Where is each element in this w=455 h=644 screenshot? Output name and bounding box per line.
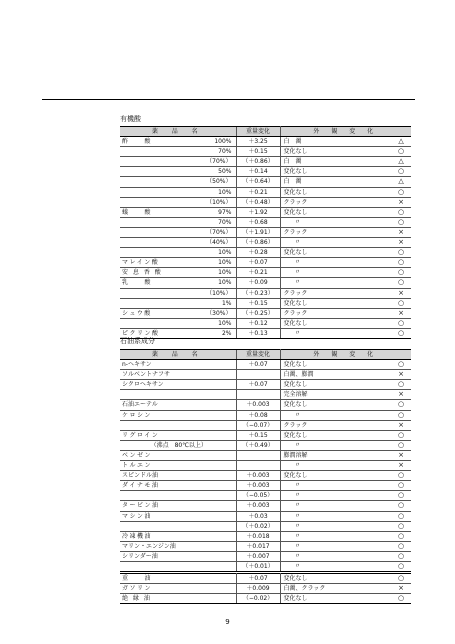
chemical-name <box>120 298 190 308</box>
rating-mark: ○ <box>391 594 411 604</box>
table-row <box>120 501 411 511</box>
rating-mark: × <box>391 584 411 594</box>
chemical-name <box>120 318 190 328</box>
appearance-change: 〃 <box>280 238 391 248</box>
weight-change: ＋0.08 <box>236 410 280 420</box>
chemical-name <box>120 561 236 571</box>
rating-mark: × <box>391 227 411 237</box>
appearance-change: 〃 <box>280 461 391 471</box>
appearance-change: クラック <box>280 308 391 318</box>
weight-change: ＋0.09 <box>236 278 280 288</box>
concentration: 10% <box>190 278 236 288</box>
weight-change <box>236 450 280 460</box>
weight-change <box>236 370 280 380</box>
appearance-change: クラック <box>280 288 391 298</box>
table-row <box>120 430 411 440</box>
section-title-organic-acids: 有機酸 <box>120 115 141 123</box>
table-header-row <box>120 350 411 360</box>
rating-mark: ○ <box>391 440 411 450</box>
rating-mark: ○ <box>391 551 411 561</box>
chemical-name <box>120 491 236 501</box>
appearance-change: 〃 <box>280 440 391 450</box>
chemical-name <box>120 147 190 157</box>
weight-change: （＋0.86） <box>236 157 280 167</box>
rating-mark: ○ <box>391 360 411 370</box>
chemical-name: 乳 酸 <box>120 278 190 288</box>
table-row <box>120 360 411 370</box>
chemical-name: ガソリン <box>120 584 236 594</box>
rating-mark: ○ <box>391 531 411 541</box>
table-row <box>120 410 411 420</box>
weight-change: ＋0.15 <box>236 147 280 157</box>
weight-change: （＋1.91） <box>236 227 280 237</box>
appearance-change: 〃 <box>280 217 391 227</box>
chemical-name: 蟻 酸 <box>120 207 190 217</box>
rating-mark: ○ <box>391 147 411 157</box>
table-row <box>120 298 411 308</box>
chemical-name <box>120 390 236 400</box>
weight-change: ＋0.28 <box>236 248 280 258</box>
appearance-change: 〃 <box>280 521 391 531</box>
concentration: （30%） <box>190 308 236 318</box>
chemical-name <box>120 227 190 237</box>
rating-mark: × <box>391 238 411 248</box>
rating-mark: △ <box>391 177 411 187</box>
rating-mark: ○ <box>391 278 411 288</box>
appearance-change: 完全溶解 <box>280 390 391 400</box>
chemical-name <box>120 521 236 531</box>
rating-mark: ○ <box>391 430 411 440</box>
table-row <box>120 584 411 594</box>
table-row <box>120 594 411 604</box>
chemical-name: シリンダー油 <box>120 551 236 561</box>
table-row <box>120 420 411 430</box>
concentration: 70% <box>190 147 236 157</box>
table-row <box>120 521 411 531</box>
concentration: 10% <box>190 318 236 328</box>
appearance-change: 〃 <box>280 258 391 268</box>
rating-mark: ○ <box>391 167 411 177</box>
rating-mark: ○ <box>391 481 411 491</box>
chemical-name: 酢 酸 <box>120 137 190 147</box>
appearance-change: 〃 <box>280 501 391 511</box>
table-row <box>120 541 411 551</box>
weight-change: ＋0.07 <box>236 380 280 390</box>
table-row <box>120 227 411 237</box>
weight-change: ＋0.003 <box>236 400 280 410</box>
weight-change: ＋0.15 <box>236 430 280 440</box>
appearance-change: 白濁、膨潤 <box>280 370 391 380</box>
table-row <box>120 268 411 278</box>
appearance-change: 変化なし <box>280 318 391 328</box>
table-row <box>120 471 411 481</box>
fuel-oil-table <box>120 573 411 604</box>
concentration: （10%） <box>190 197 236 207</box>
appearance-change: 変化なし <box>280 147 391 157</box>
chemical-name <box>120 238 190 248</box>
page-number: 9 <box>225 618 230 626</box>
table-row <box>120 308 411 318</box>
concentration: 10% <box>190 258 236 268</box>
weight-change: （＋0.48） <box>236 197 280 207</box>
appearance-change: 〃 <box>280 268 391 278</box>
rating-mark: ○ <box>391 248 411 258</box>
weight-change: ＋0.07 <box>236 574 280 584</box>
rating-mark: ○ <box>391 400 411 410</box>
appearance-change: 変化なし <box>280 574 391 584</box>
rating-mark: ○ <box>391 380 411 390</box>
appearance-change: 〃 <box>280 551 391 561</box>
header-weight-change: 重量変化 <box>236 350 280 360</box>
table-row <box>120 328 411 338</box>
chemical-name: 絶 縁 油 <box>120 594 236 604</box>
weight-change: （−0.02） <box>236 594 280 604</box>
concentration: 10% <box>190 187 236 197</box>
appearance-change: 変化なし <box>280 207 391 217</box>
chemical-name: タービン油 <box>120 501 236 511</box>
rating-mark: × <box>391 197 411 207</box>
table-row <box>120 157 411 167</box>
appearance-change: 〃 <box>280 328 391 338</box>
rating-mark: ○ <box>391 207 411 217</box>
appearance-change: クラック <box>280 197 391 207</box>
concentration: 10% <box>190 268 236 278</box>
table-row <box>120 248 411 258</box>
appearance-change: クラック <box>280 420 391 430</box>
appearance-change: 白 濁 <box>280 137 391 147</box>
weight-change: （＋0.86） <box>236 238 280 248</box>
weight-change: ＋0.007 <box>236 551 280 561</box>
weight-change: ＋0.21 <box>236 268 280 278</box>
appearance-change: 白濁、クラック <box>280 584 391 594</box>
table-row <box>120 177 411 187</box>
appearance-change: 〃 <box>280 561 391 571</box>
appearance-change: 変化なし <box>280 298 391 308</box>
chemical-name: ベンゼン <box>120 450 236 460</box>
chemical-name <box>120 167 190 177</box>
appearance-change: 〃 <box>280 491 391 501</box>
weight-change: （＋0.23） <box>236 288 280 298</box>
weight-change: （＋0.01） <box>236 561 280 571</box>
weight-change: ＋0.15 <box>236 298 280 308</box>
rating-mark: × <box>391 308 411 318</box>
appearance-change: 〃 <box>280 531 391 541</box>
table-row <box>120 450 411 460</box>
chemical-name: トルエン <box>120 461 236 471</box>
table-row <box>120 147 411 157</box>
appearance-change: 変化なし <box>280 430 391 440</box>
chemical-name: n-ヘキサン <box>120 360 236 370</box>
rating-mark: × <box>391 390 411 400</box>
chemical-name: ピクリン酸 <box>120 328 190 338</box>
petroleum-table <box>120 349 411 572</box>
rating-mark: ○ <box>391 187 411 197</box>
chemical-name: シュウ酸 <box>120 308 190 318</box>
table-row <box>120 167 411 177</box>
appearance-change: 変化なし <box>280 167 391 177</box>
chemical-name: 冷凍機油 <box>120 531 236 541</box>
weight-change: ＋1.92 <box>236 207 280 217</box>
concentration: 1% <box>190 298 236 308</box>
table-row <box>120 400 411 410</box>
rating-mark: × <box>391 420 411 430</box>
rating-mark: ○ <box>391 574 411 584</box>
rating-mark: × <box>391 450 411 460</box>
header-weight-change: 重量変化 <box>236 127 280 137</box>
header-rule <box>42 99 415 100</box>
rating-mark: × <box>391 288 411 298</box>
rating-mark: ○ <box>391 491 411 501</box>
weight-change: ＋0.018 <box>236 531 280 541</box>
concentration: 70% <box>190 217 236 227</box>
rating-mark: ○ <box>391 501 411 511</box>
table-row <box>120 551 411 561</box>
chemical-name <box>120 187 190 197</box>
concentration: 97% <box>190 207 236 217</box>
concentration: （10%） <box>190 288 236 298</box>
chemical-name <box>120 217 190 227</box>
appearance-change: 変化なし <box>280 594 391 604</box>
concentration: （70%） <box>190 227 236 237</box>
chemical-name <box>120 248 190 258</box>
chemical-name <box>120 157 190 167</box>
rating-mark: ○ <box>391 268 411 278</box>
chemical-name <box>120 288 190 298</box>
table-row <box>120 370 411 380</box>
chemical-name: ソルベントナフサ <box>120 370 236 380</box>
rating-mark: ○ <box>391 511 411 521</box>
appearance-change: 〃 <box>280 511 391 521</box>
concentration: （40%） <box>190 238 236 248</box>
weight-change: ＋0.07 <box>236 258 280 268</box>
appearance-change: 変化なし <box>280 360 391 370</box>
header-chemical-name: 薬 品 名 <box>120 350 236 360</box>
weight-change: ＋0.13 <box>236 328 280 338</box>
appearance-change: 変化なし <box>280 380 391 390</box>
appearance-change: 〃 <box>280 278 391 288</box>
weight-change: ＋0.017 <box>236 541 280 551</box>
appearance-change: 膨潤溶解 <box>280 450 391 460</box>
chemical-name: マシン油 <box>120 511 236 521</box>
table-row <box>120 481 411 491</box>
concentration: 100% <box>190 137 236 147</box>
table-row <box>120 390 411 400</box>
rating-mark: × <box>391 461 411 471</box>
table-row <box>120 574 411 584</box>
weight-change: （＋0.02） <box>236 521 280 531</box>
weight-change: （−0.05） <box>236 491 280 501</box>
weight-change: ＋0.003 <box>236 501 280 511</box>
organic-acids-table <box>120 126 411 339</box>
table-row <box>120 461 411 471</box>
table-row <box>120 187 411 197</box>
table-row <box>120 318 411 328</box>
weight-change: ＋0.003 <box>236 481 280 491</box>
table-row <box>120 491 411 501</box>
weight-change: ＋0.009 <box>236 584 280 594</box>
chemical-name <box>120 420 236 430</box>
weight-change: （＋0.25） <box>236 308 280 318</box>
chemical-name: ダイナモ油 <box>120 481 236 491</box>
chemical-name: 重 油 <box>120 574 236 584</box>
weight-change: ＋0.12 <box>236 318 280 328</box>
chemical-name: シクロヘキサン <box>120 380 236 390</box>
table-row <box>120 511 411 521</box>
table-header-row <box>120 127 411 137</box>
weight-change: ＋0.68 <box>236 217 280 227</box>
chemical-name: （沸点 80℃以上） <box>120 440 236 450</box>
chemical-name: マレイン酸 <box>120 258 190 268</box>
table-row <box>120 288 411 298</box>
chemical-name: マリン・エンジン油 <box>120 541 236 551</box>
weight-change: ＋0.003 <box>236 471 280 481</box>
concentration: 2% <box>190 328 236 338</box>
appearance-change: 変化なし <box>280 187 391 197</box>
weight-change: ＋0.07 <box>236 360 280 370</box>
table-row <box>120 278 411 288</box>
chemical-name <box>120 177 190 187</box>
rating-mark: ○ <box>391 298 411 308</box>
appearance-change: 変化なし <box>280 400 391 410</box>
appearance-change: クラック <box>280 227 391 237</box>
rating-mark: ○ <box>391 258 411 268</box>
table-row <box>120 440 411 450</box>
rating-mark: ○ <box>391 318 411 328</box>
weight-change: （＋0.49） <box>236 440 280 450</box>
table-row <box>120 137 411 147</box>
weight-change <box>236 461 280 471</box>
section-title-petroleum: 石油系成分 <box>120 337 155 345</box>
appearance-change: 〃 <box>280 481 391 491</box>
rating-mark: ○ <box>391 217 411 227</box>
header-appearance-change: 外 観 変 化 <box>280 350 411 360</box>
header-appearance-change: 外 観 変 化 <box>280 127 411 137</box>
rating-mark: ○ <box>391 541 411 551</box>
table-row <box>120 258 411 268</box>
rating-mark: △ <box>391 157 411 167</box>
rating-mark: ○ <box>391 471 411 481</box>
rating-mark: ○ <box>391 561 411 571</box>
weight-change: （−0.07） <box>236 420 280 430</box>
rating-mark: ○ <box>391 328 411 338</box>
table-row <box>120 217 411 227</box>
chemical-name: 石油エーテル <box>120 400 236 410</box>
chemical-name <box>120 197 190 207</box>
weight-change: ＋0.21 <box>236 187 280 197</box>
rating-mark: ○ <box>391 410 411 420</box>
concentration: 50% <box>190 167 236 177</box>
appearance-change: 白 濁 <box>280 177 391 187</box>
chemical-name: リグロイン <box>120 430 236 440</box>
chemical-name: 安 息 香 酸 <box>120 268 190 278</box>
table-row <box>120 561 411 571</box>
concentration: （70%） <box>190 157 236 167</box>
chemical-name: ケロシン <box>120 410 236 420</box>
header-chemical-name: 薬 品 名 <box>120 127 236 137</box>
weight-change <box>236 390 280 400</box>
appearance-change: 変化なし <box>280 248 391 258</box>
table-row <box>120 207 411 217</box>
weight-change: ＋0.14 <box>236 167 280 177</box>
rating-mark: △ <box>391 137 411 147</box>
table-row <box>120 531 411 541</box>
chemical-name: スピンドル油 <box>120 471 236 481</box>
appearance-change: 白 濁 <box>280 157 391 167</box>
table-row <box>120 197 411 207</box>
table-row <box>120 238 411 248</box>
weight-change: ＋3.25 <box>236 137 280 147</box>
table-row <box>120 380 411 390</box>
weight-change: （＋0.64） <box>236 177 280 187</box>
appearance-change: 変化なし <box>280 471 391 481</box>
concentration: 10% <box>190 248 236 258</box>
rating-mark: × <box>391 370 411 380</box>
appearance-change: 〃 <box>280 410 391 420</box>
rating-mark: ○ <box>391 521 411 531</box>
weight-change: ＋0.03 <box>236 511 280 521</box>
appearance-change: 〃 <box>280 541 391 551</box>
concentration: （50%） <box>190 177 236 187</box>
